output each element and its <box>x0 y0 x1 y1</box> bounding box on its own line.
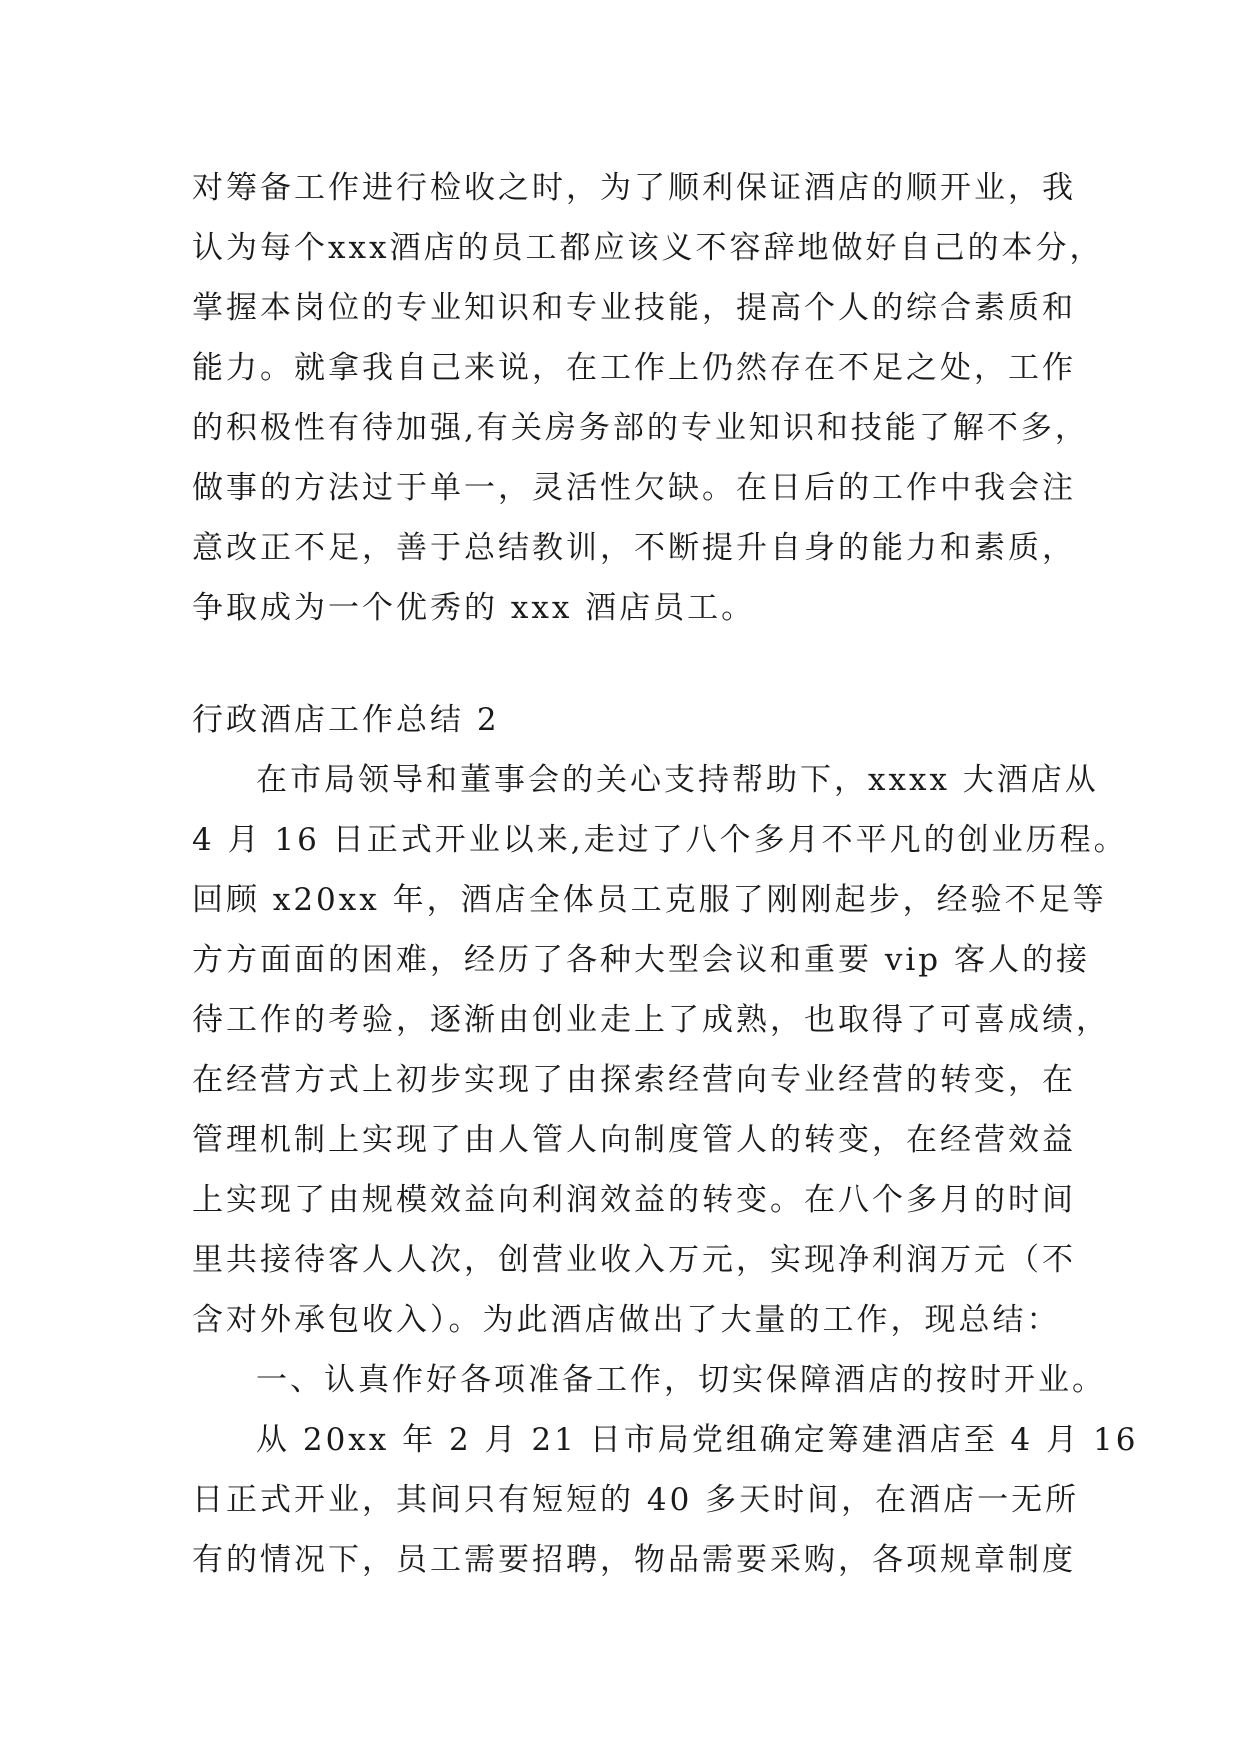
paragraph-line: 有的情况下，员工需要招聘，物品需要采购，各项规章制度 <box>192 1542 1076 1578</box>
paragraph-line: 意改正不足，善于总结教训，不断提升自身的能力和素质， <box>192 530 1076 566</box>
paragraph-line: 对筹备工作进行检收之时，为了顺利保证酒店的顺开业，我 <box>192 170 1076 206</box>
paragraph-line: 在市局领导和董事会的关心支持帮助下，xxxx 大酒店从 <box>256 762 1099 798</box>
paragraph-line: 在经营方式上初步实现了由探索经营向专业经营的转变，在 <box>192 1062 1076 1098</box>
paragraph-line: 的积极性有待加强,有关房务部的专业知识和技能了解不多， <box>192 410 1089 446</box>
paragraph-line: 管理机制上实现了由人管人向制度管人的转变，在经营效益 <box>192 1122 1076 1158</box>
subsection-heading: 一、认真作好各项准备工作，切实保障酒店的按时开业。 <box>256 1362 1106 1398</box>
paragraph-line: 做事的方法过于单一，灵活性欠缺。在日后的工作中我会注 <box>192 470 1076 506</box>
paragraph-line: 上实现了由规模效益向利润效益的转变。在八个多月的时间 <box>192 1182 1076 1218</box>
paragraph-line: 掌握本岗位的专业知识和专业技能，提高个人的综合素质和 <box>192 290 1076 326</box>
paragraph-line: 4 月 16 日正式开业以来,走过了八个多月不平凡的创业历程。 <box>192 822 1128 858</box>
paragraph-line: 里共接待客人人次，创营业收入万元，实现净利润万元（不 <box>192 1242 1076 1278</box>
paragraph-line: 方方面面的困难，经历了各种大型会议和重要 vip 客人的接 <box>192 942 1090 978</box>
paragraph-line: 日正式开业，其间只有短短的 40 多天时间，在酒店一无所 <box>192 1482 1080 1518</box>
paragraph-line: 从 20xx 年 2 月 21 日市局党组确定筹建酒店至 4 月 16 <box>256 1422 1139 1458</box>
paragraph-line: 含对外承包收入）。为此酒店做出了大量的工作，现总结： <box>192 1302 1061 1338</box>
paragraph-line: 认为每个xxx酒店的员工都应该义不容辞地做好自己的本分， <box>192 230 1104 266</box>
paragraph-line: 待工作的考验，逐渐由创业走上了成熟，也取得了可喜成绩， <box>192 1002 1110 1038</box>
section-title: 行政酒店工作总结 2 <box>192 702 500 738</box>
paragraph-line: 回顾 x20xx 年，酒店全体员工克服了刚刚起步，经验不足等 <box>192 882 1107 918</box>
paragraph-line: 争取成为一个优秀的 xxx 酒店员工。 <box>192 590 756 626</box>
paragraph-line: 能力。就拿我自己来说，在工作上仍然存在不足之处，工作 <box>192 350 1076 386</box>
